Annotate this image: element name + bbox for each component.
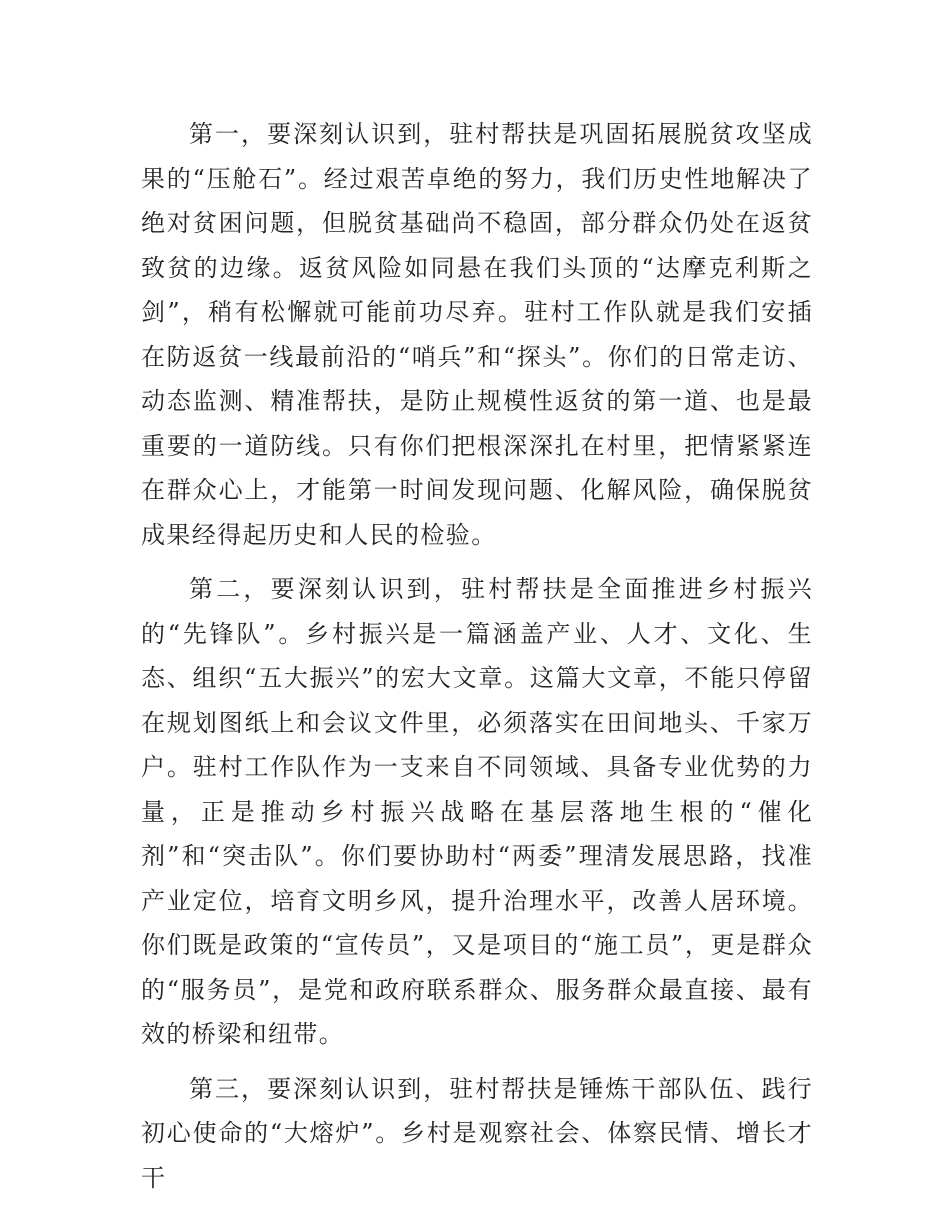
paragraph-2: 第二，要深刻认识到，驻村帮扶是全面推进乡村振兴的“先锋队”。乡村振兴是一篇涵盖产业、人才、文化、生态、组织“五大振兴”的宏大文章。这篇大文章，不能只停留在规划图纸上和会议文件里，必须落实在田间地头、千家万户。驻村工作队作为一支来自不同领域、具备专业优势的力量，正是推动乡村振兴战略在基层落地生根的“催化剂”和“突击队”。你们要协助村“两委”理清发展思路，找准产业定位，培育文明乡风，提升治理水平，改善人居环境。你们既是政策的“宣传员”，又是项目的“施工员”，更是群众的“服务员”，是党和政府联系群众、服务群众最直接、最有效的桥梁和纽带。: [141, 575, 813, 1048]
paragraph-3: 第三，要深刻认识到，驻村帮扶是锤炼干部队伍、践行初心使命的“大熔炉”。乡村是观察社会、体察民情、增长才干: [141, 1074, 813, 1192]
document-body: [141, 112, 813, 1210]
paragraph-1: 第一，要深刻认识到，驻村帮扶是巩固拓展脱贫攻坚成果的“压舱石”。经过艰苦卓绝的努力，我们历史性地解决了绝对贫困问题，但脱贫基础尚不稳固，部分群众仍处在返贫致贫的边缘。返贫风险如同悬在我们头顶的“达摩克利斯之剑”，稍有松懈就可能前功尽弃。驻村工作队就是我们安插在防返贫一线最前沿的“哨兵”和“探头”。你们的日常走访、动态监测、精准帮扶，是防止规模性返贫的第一道、也是最重要的一道防线。只有你们把根深深扎在村里，把情紧紧连在群众心上，才能第一时间发现问题、化解风险，确保脱贫成果经得起历史和人民的检验。: [141, 120, 813, 549]
